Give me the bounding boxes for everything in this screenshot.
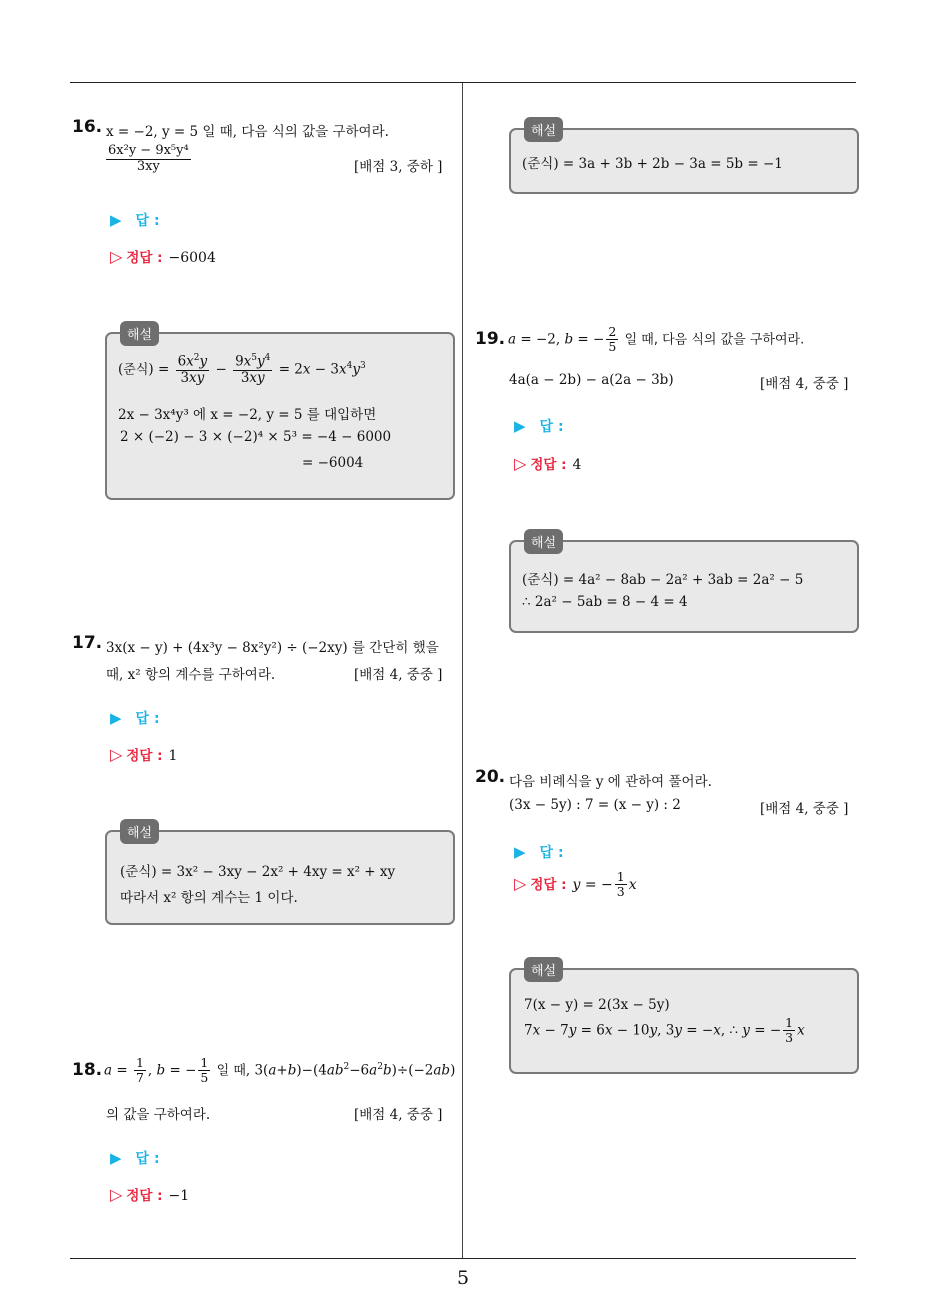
problem-16-correct: ▷ 정답 : −6004 (110, 247, 216, 266)
problem-18-solution-tag: 해설 (524, 117, 563, 142)
bottom-rule (70, 1258, 856, 1259)
problem-18-line2: 의 값을 구하여라. (106, 1107, 211, 1123)
problem-17-solution-tag: 해설 (120, 819, 159, 844)
problem-18-answer-label: ▶ 답 : (110, 1149, 160, 1167)
problem-19-expression: 4a(a − 2b) − a(2a − 3b) (509, 372, 674, 388)
correct-arrow-icon: ▷ (514, 873, 527, 893)
problem-19-condition: a = −2, b = − $\frac{2}{5}$ 일 때, 다음 식의 값을 구하여라. (508, 324, 805, 355)
problem-17-line1: 3x(x − y) + (4x³y − 8x²y²) ÷ (−2xy) 를 간단히 했을 (106, 640, 439, 656)
answer-arrow-icon: ▶ (110, 709, 122, 727)
problem-18-points: [배점 4, 중중 ] (354, 1107, 443, 1123)
problem-16-expression (104, 144, 193, 175)
problem-18-correct: ▷ 정답 : −1 (110, 1185, 190, 1204)
problem-20-correct-value: y = − $\frac{1}{3}$ x (572, 869, 637, 900)
answer-arrow-icon: ▶ (514, 417, 526, 435)
problem-16-solution-line1: (준식) = $\frac{6x^2y}{3xy}$ − $\frac{9x^5y^4}{3xy}$ = $2x - 3x^4y^3$ (118, 353, 366, 387)
problem-20-solution-tag: 해설 (524, 957, 563, 982)
problem-17-correct: ▷ 정답 : 1 (110, 745, 178, 764)
problem-17-solution-line1: (준식) = 3x² − 3xy − 2x² + 4xy = x² + xy (120, 864, 396, 880)
problem-19-correct-value: 4 (572, 457, 582, 473)
problem-20-points: [배점 4, 중중 ] (760, 801, 849, 817)
problem-16-numerator: 6x²y − 9x⁵y⁴ (108, 143, 189, 158)
problem-18-correct-value: −1 (168, 1188, 190, 1204)
correct-arrow-icon: ▷ (514, 454, 527, 473)
problem-20-solution-line2: 7x − 7y = 6x − 10y, 3y = −x, ∴ y = − $\frac{1}{3}$ x (524, 1015, 805, 1046)
problem-17-correct-value: 1 (168, 748, 178, 764)
correct-arrow-icon: ▷ (110, 1185, 123, 1204)
problem-16-number: 16. (72, 117, 103, 137)
problem-17-answer-label: ▶ 답 : (110, 709, 160, 727)
problem-17-number: 17. (72, 633, 103, 653)
problem-19-solution-tag: 해설 (524, 529, 563, 554)
page-number: 5 (456, 1267, 470, 1289)
problem-18-solution-line1: (준식) = 3a + 3b + 2b − 3a = 5b = −1 (522, 156, 783, 172)
problem-20-line1: 다음 비례식을 y 에 관하여 풀어라. (509, 774, 712, 790)
problem-20-solution-line1: 7(x − y) = 2(3x − 5y) (524, 997, 670, 1013)
problem-16-solution-tag: 해설 (120, 321, 159, 346)
problem-16-solution-line3: 2 × (−2) − 3 × (−2)⁴ × 5³ = −4 − 6000 (120, 429, 392, 445)
problem-19-solution-line1: (준식) = 4a² − 8ab − 2a² + 3ab = 2a² − 5 (522, 572, 804, 588)
problem-16-denominator: 3xy (136, 158, 160, 174)
correct-arrow-icon: ▷ (110, 745, 123, 764)
problem-17-line2: 때, x² 항의 계수를 구하여라. (106, 667, 276, 683)
problem-17-points: [배점 4, 중중 ] (354, 667, 443, 683)
problem-16-solution-line2: 2x − 3x⁴y³ 에 x = −2, y = 5 를 대입하면 (118, 407, 377, 423)
column-divider (462, 83, 463, 1258)
answer-arrow-icon: ▶ (110, 1149, 122, 1167)
problem-20-expression: (3x − 5y) : 7 = (x − y) : 2 (509, 797, 681, 813)
problem-17-solution-line2: 따라서 x² 항의 계수는 1 이다. (120, 890, 298, 906)
problem-19-points: [배점 4, 중중 ] (760, 376, 849, 392)
answer-arrow-icon: ▶ (110, 211, 122, 229)
problem-19-solution-line2: ∴ 2a² − 5ab = 8 − 4 = 4 (522, 594, 688, 610)
problem-19-correct: ▷ 정답 : 4 (514, 454, 582, 473)
problem-20-correct: ▷ 정답 : y = − $\frac{1}{3}$ x (514, 869, 637, 900)
problem-19-answer-label: ▶ 답 : (514, 417, 564, 435)
correct-arrow-icon: ▷ (110, 247, 123, 266)
problem-16-solution-line4: = −6004 (302, 455, 364, 471)
problem-16-answer-label: ▶ 답 : (110, 211, 160, 229)
problem-20-number: 20. (475, 767, 506, 787)
problem-19-number: 19. (475, 329, 506, 349)
problem-16-points: [배점 3, 중하 ] (354, 159, 443, 175)
problem-18-line1: a = $\frac{1}{7}$ , b = − $\frac{1}{5}$ 일 때, $3(a+b)-(4ab^2-6a^2b)\div(-2ab)$ (104, 1055, 456, 1086)
problem-16-correct-value: −6004 (168, 250, 216, 266)
problem-16-condition: x = −2, y = 5 일 때, 다음 식의 값을 구하여라. (106, 124, 389, 140)
problem-18-number: 18. (72, 1060, 103, 1080)
problem-20-answer-label: ▶ 답 : (514, 843, 564, 861)
top-rule (70, 82, 856, 83)
answer-arrow-icon: ▶ (514, 843, 526, 861)
